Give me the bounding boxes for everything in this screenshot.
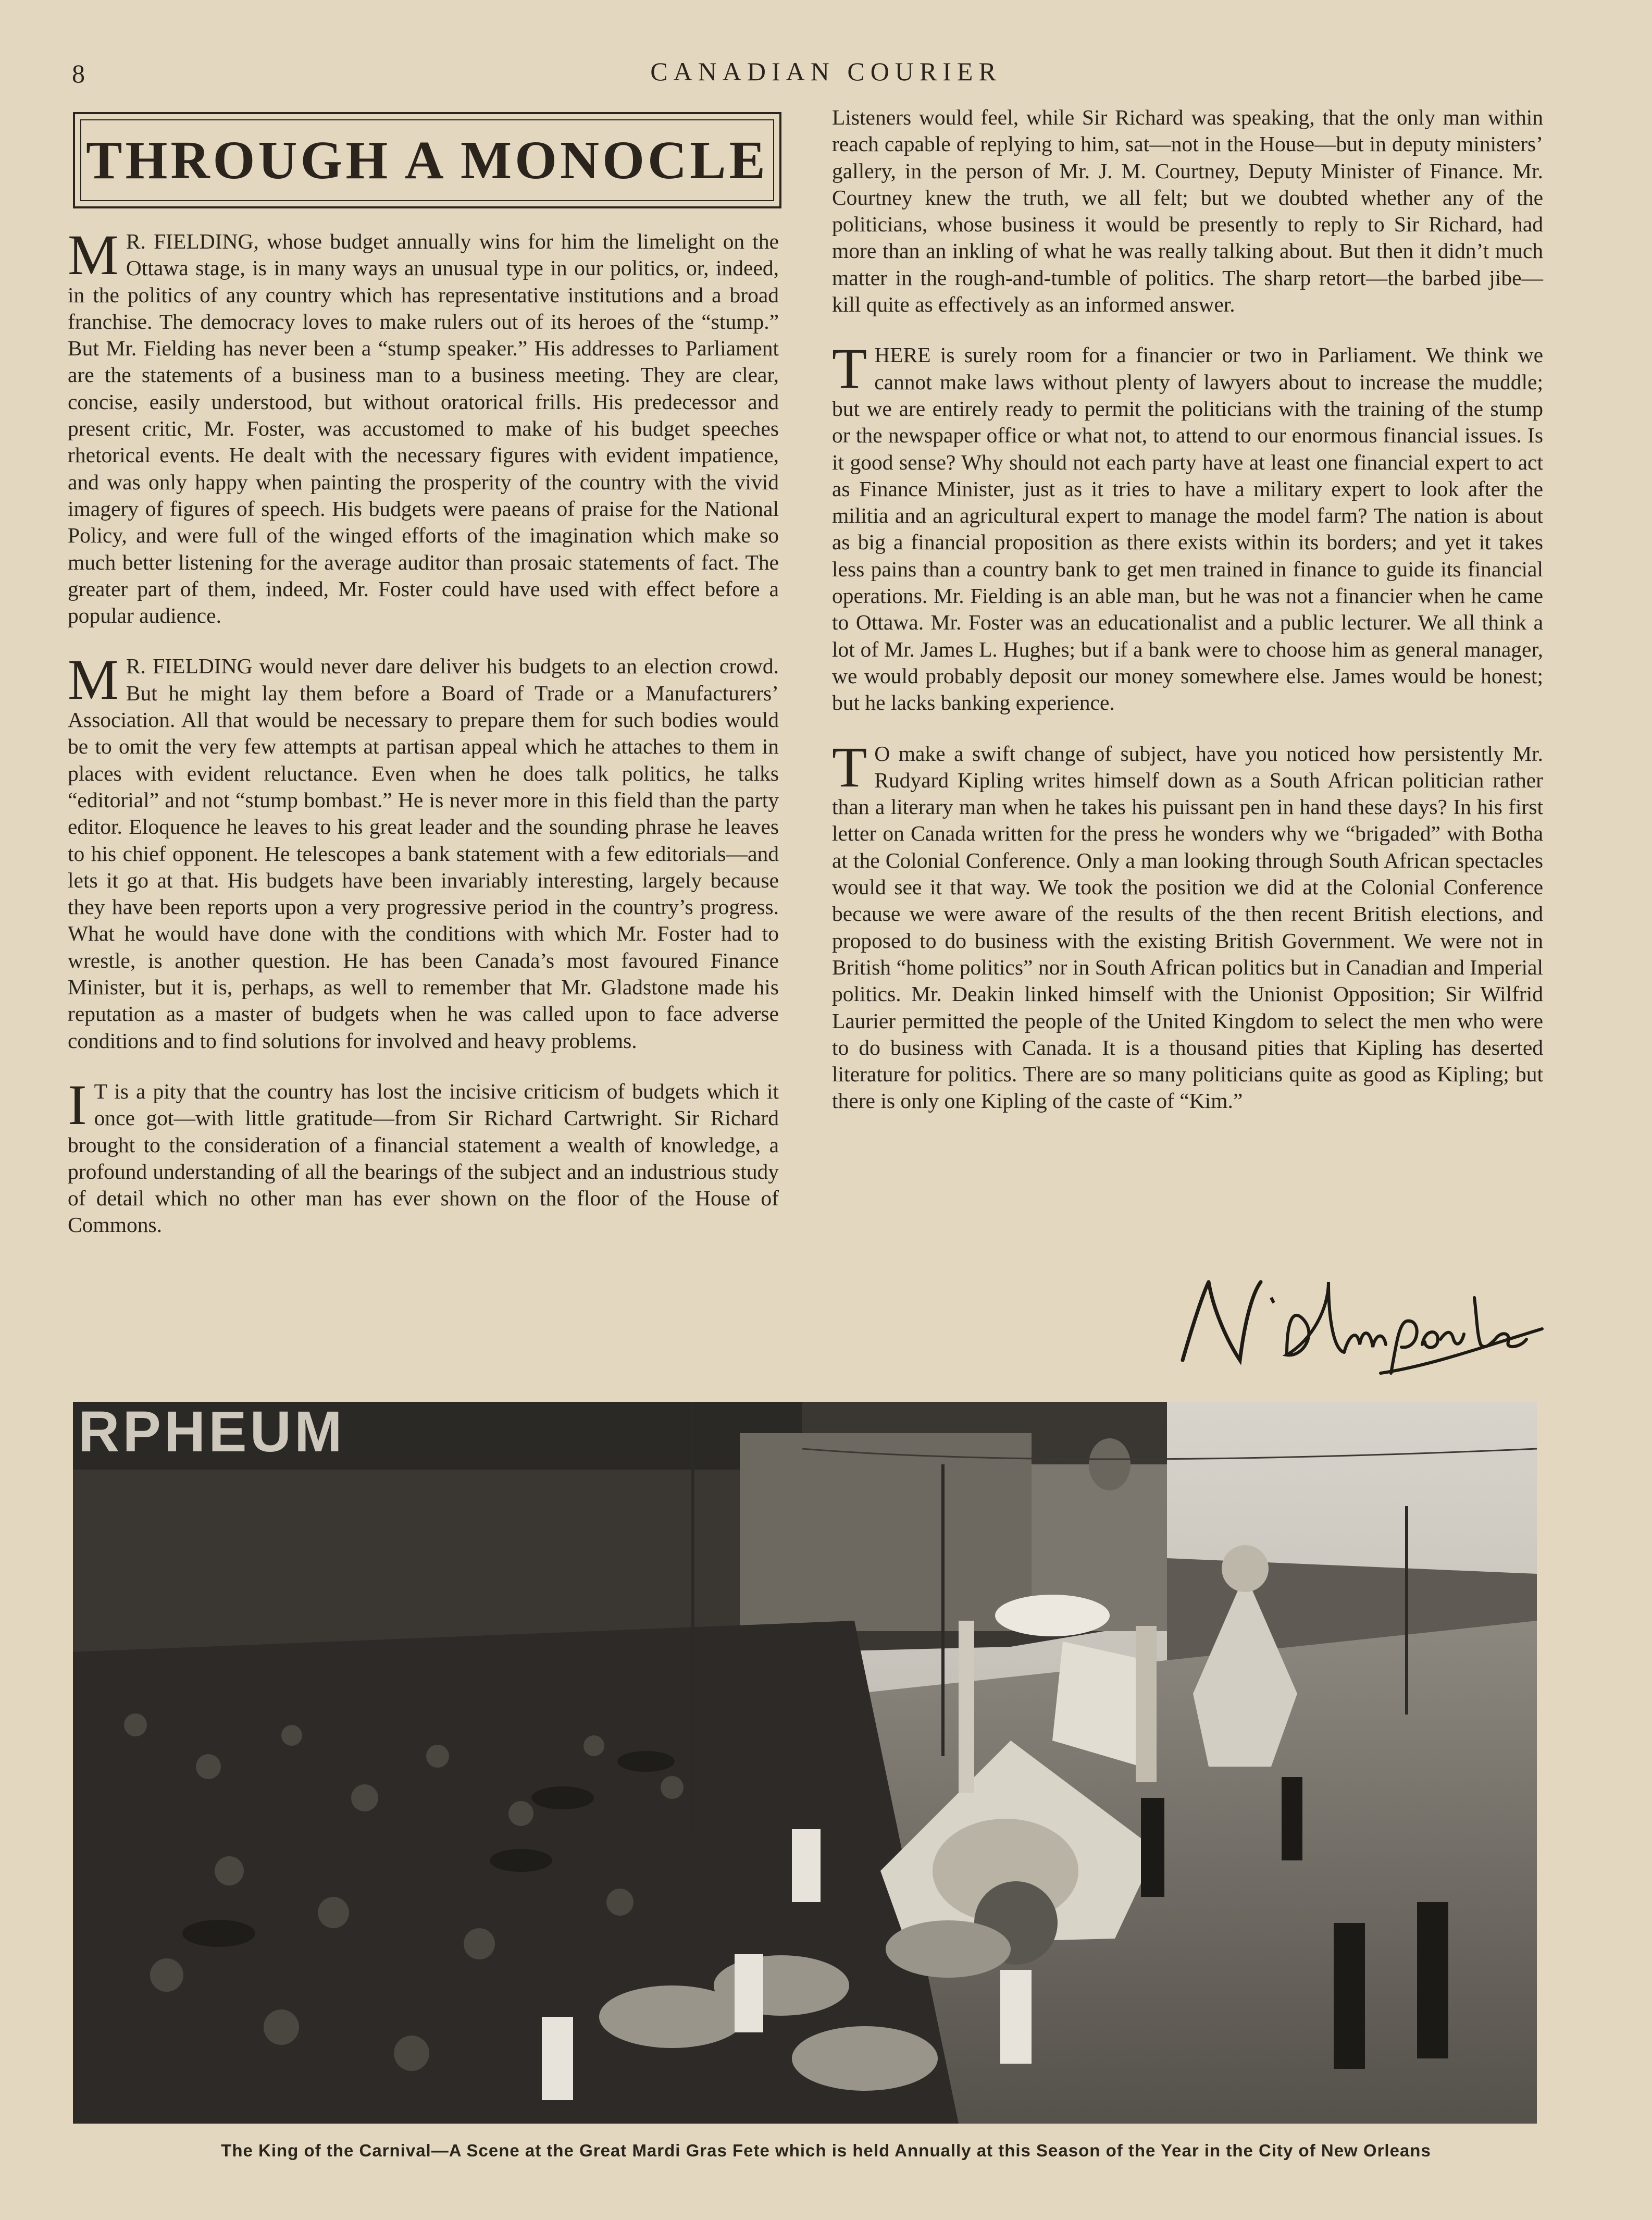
drop-cap: T bbox=[832, 735, 867, 799]
ornate-building bbox=[740, 1433, 1032, 1631]
theatre-sign: RPHEUM bbox=[78, 1402, 345, 1464]
photo-scene bbox=[73, 1402, 1537, 2124]
dome bbox=[1089, 1438, 1131, 1490]
author-signature bbox=[1162, 1261, 1547, 1381]
article-title: THROUGH A MONOCLE bbox=[86, 130, 768, 190]
drop-cap: T bbox=[832, 337, 867, 401]
drop-cap: I bbox=[68, 1072, 87, 1137]
paragraph-text: HERE is surely room for a financier or two in Parliament. We think we cannot make laws without plenty of lawyers about to increase the muddle; but we are entirely ready to permit the politicians with the training of the stump or the newspaper office or what not, to attend to our enormous financial issues. Is it good sense? Why should not each party have at least one financial expert to act as Finance Minister, just as it tries to have a military expert to look after the militia and an agricultural expert to manage the model farm? The nation is about as big a financial proposition as there exists within its borders; and yet it takes less pains than a country bank to get men trained in finance to guide its financial operations. Mr. Fielding is an able man, but he was not a financier when he came to Ottawa. Mr. Foster was an educationalist and a public lecturer. We all think a lot of Mr. James L. Hughes; but if a bank were to choose him as general manager, we would probably deposit our money somewhere else. James would be honest; but he lacks banking experience. bbox=[832, 343, 1543, 715]
article-title-box bbox=[73, 112, 781, 208]
page-number: 8 bbox=[72, 59, 85, 88]
publication-title: CANADIAN COURIER bbox=[650, 57, 1002, 86]
paragraph-text: R. FIELDING would never dare deliver his budgets to an election crowd. But he might lay them before a Board of Trade or a Manufacturers’ Association. All that would be necessary to prepare them for such bodies would be to omit the very few attempts at partisan appeal which he attaches to them in places with evident reluctance. Even when he does talk politics, he talks “editorial” and not “stump bombast.” He is never more in this field than the party editor. Eloquence he leaves to his great leader and the sounding phrase he leaves to his chief opponent. He telescopes a bank statement with a few editorials—and lets it go at that. His budgets have been invariably interesting, largely because they have been reports upon a very progressive period in the country’s progress. What he would have done with the conditions with which Mr. Foster had to wrestle, is another question. He has been Canada’s most favoured Finance Minister, but it is, perhaps, as well to remember that Mr. Gladstone made his reputation as a master of budgets when he was called upon to face adverse conditions and to find solutions for involved and heavy problems. bbox=[68, 654, 779, 1053]
paragraph bbox=[68, 648, 779, 1054]
paragraph bbox=[68, 1072, 779, 1239]
column-left bbox=[68, 223, 779, 1263]
paragraph bbox=[832, 337, 1543, 716]
drop-cap: M bbox=[68, 648, 119, 712]
drop-cap: M bbox=[68, 223, 119, 287]
paragraph-text: O make a swift change of subject, have you noticed how persistently Mr. Rudyard Kipling writes himself down as a South African politician rather than a literary man when he takes his puissant pen in hand these days? In his first letter on Canada written for the press he wonders why we “brigaded” with Botha at the Colonial Conference. Only a man looking through South African spectacles would see it that way. We took the position we did at the Colonial Conference because we were aware of the results of the then recent British elections, and proposed to do business with the existing British Government. We were not in British “home politics” nor in South African politics but in Canadian and Imperial politics. Mr. Deakin linked himself with the Unionist Opposition; Sir Wilfrid Laurier permitted the people of the United Kingdom to select the men who were to do business with Canada. It is a thousand pities that Kipling has deserted literature for politics. There are so many politicians quite as good as Kipling; but there is only one Kipling of the caste of “Kim.” bbox=[832, 741, 1543, 1113]
paragraph-text: Listeners would feel, while Sir Richard was speaking, that the only man within reach capable of replying to him, sat—not in the House—but in deputy ministers’ gallery, in the person of Mr. J. M. Courtney, Deputy Minister of Finance. Mr. Courtney knew the truth, we all felt; but we doubted whether any of the politicians, whose business it would be presently to reply to Sir Richard, had more than an inkling of what he was really talking about. But then it didn’t much matter in the rough-and-tumble of politics. The sharp retort—the barbed jibe—kill quite as effectively as an informed answer. bbox=[832, 105, 1543, 317]
photo-caption: The King of the Carnival—A Scene at the Great Mardi Gras Fete which is held Annually at this Season of the Year in the City of New Orleans bbox=[221, 2141, 1431, 2160]
paragraph bbox=[68, 223, 779, 629]
carnival-photograph bbox=[73, 1402, 1537, 2124]
paragraph bbox=[832, 104, 1543, 318]
paragraph-text: T is a pity that the country has lost the incisive criticism of budgets which it once got—with little gratitude—from Sir Richard Cartwright. Sir Richard brought to the consideration of a financial statement a wealth of knowledge, a profound understanding of all the bearings of the subject and an industrious study of detail which no other man has ever shown on the floor of the House of Commons. bbox=[68, 1079, 779, 1237]
paragraph bbox=[832, 735, 1543, 1115]
column-right bbox=[832, 104, 1543, 1139]
paragraph-text: R. FIELDING, whose budget annually wins for him the limelight on the Ottawa stage, is in many ways an unusual type in our politics, or, indeed, in the politics of any country which has representative institutions and a broad franchise. The democracy loves to make rulers out of its heroes of the “stump.” But Mr. Fielding has never been a “stump speaker.” His addresses to Parliament are the statements of a business man to a business meeting. They are clear, concise, easily understood, but without oratorical frills. His predecessor and present critic, Mr. Foster, was accustomed to make of his budget speeches rhetorical events. He dealt with the necessary figures with evident impatience, and was only happy when painting the prosperity of the country with the vivid imagery of figures of speech. His budgets were paeans of praise for the National Policy, and were full of the winged efforts of the imagination which make so much better listening for the average auditor than prosaic statements of fact. The greater part of them, indeed, Mr. Foster could have used with effect before a popular audience. bbox=[68, 229, 779, 628]
